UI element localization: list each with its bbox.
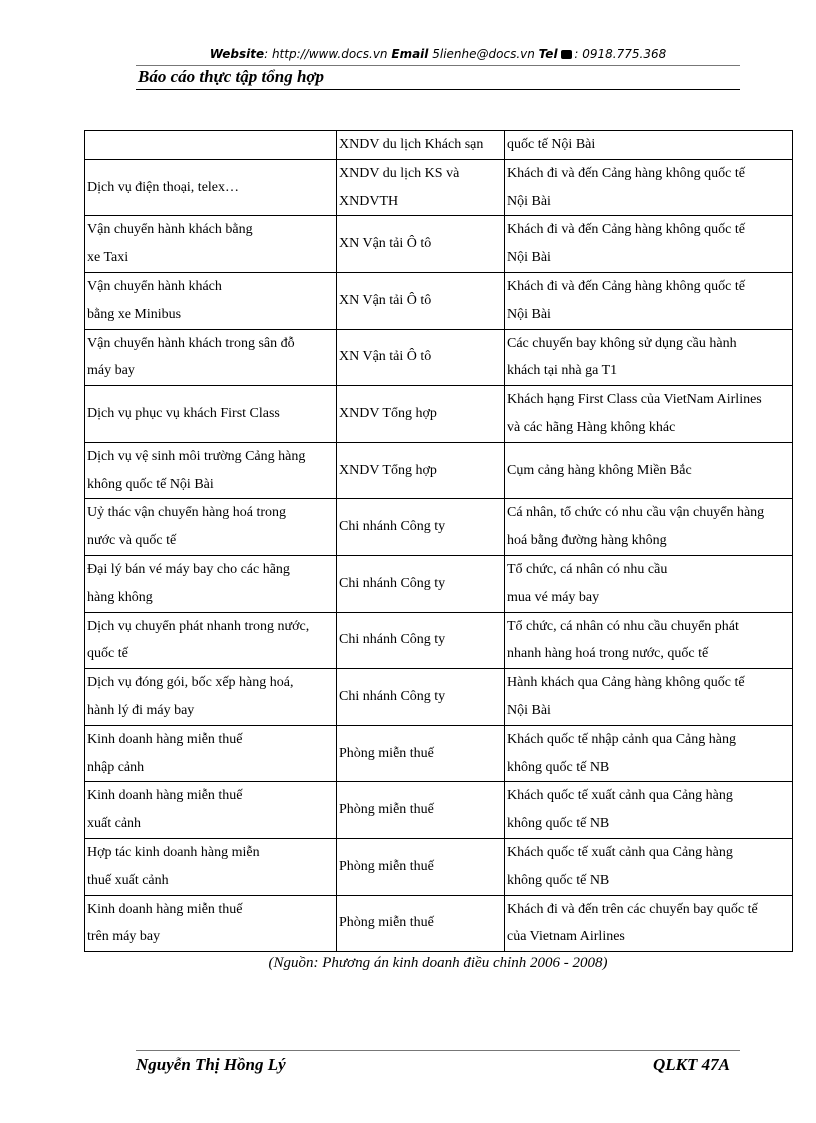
cell-line: trên máy bay	[87, 929, 161, 945]
author-name: Nguyễn Thị Hồng Lý	[136, 1055, 286, 1074]
unit-cell	[337, 499, 505, 556]
cell-line: hoá bằng đường hàng không	[507, 533, 667, 549]
cell-line: XN Vận tải Ô tô	[339, 236, 432, 252]
cell-line: XNDV du lịch Khách sạn	[339, 137, 484, 152]
cell-line: XNDV Tổng hợp	[339, 462, 437, 478]
cell-line: XN Vận tải Ô tô	[339, 349, 432, 365]
cell-line: Khách quốc tế xuất cảnh qua Cảng hàng	[507, 788, 733, 804]
unit-cell	[337, 159, 505, 216]
cell-line: Đại lý bán vé máy bay cho các hãng	[87, 561, 290, 577]
cell-line: XN Vận tải Ô tô	[339, 292, 432, 308]
cell-line: Kinh doanh hàng miễn thuế	[87, 788, 243, 804]
cell-line: Hành khách qua Cảng hàng không quốc tế	[507, 675, 745, 691]
cell-line: Chi nhánh Công ty	[339, 689, 446, 705]
customers-cell	[505, 131, 793, 160]
cell-line: không quốc tế NB	[507, 872, 610, 888]
unit-cell	[337, 725, 505, 782]
cell-line: Khách quốc tế nhập cảnh qua Cảng hàng	[507, 731, 736, 747]
unit-cell	[337, 442, 505, 499]
cell-line: Dịch vụ điện thoại, telex…	[87, 179, 240, 195]
service-cell	[85, 612, 337, 669]
service-cell	[85, 442, 337, 499]
class-code: QLKT 47A	[653, 1055, 730, 1074]
cell-line: hàng không	[87, 589, 153, 605]
cell-line: xuất cảnh	[87, 816, 142, 832]
cell-line: Khách đi và đến Cảng hàng không quốc tế	[507, 278, 745, 294]
cell-line: không quốc tế NB	[507, 816, 610, 832]
customers-cell	[505, 159, 793, 216]
cell-line: Tổ chức, cá nhân có nhu cầu	[507, 561, 668, 577]
cell-line: quốc tế	[87, 646, 128, 662]
table-row	[85, 329, 793, 386]
cell-line: máy bay	[87, 363, 135, 379]
email-label: Email	[391, 47, 429, 61]
cell-line: không quốc tế NB	[507, 759, 610, 775]
report-title: Báo cáo thực tập tổng hợp	[138, 67, 325, 86]
cell-line: Cá nhân, tổ chức có nhu cầu vận chuyển hàng	[507, 505, 765, 521]
table-row	[85, 612, 793, 669]
telephone-icon	[561, 50, 572, 59]
table-row	[85, 216, 793, 273]
cell-line: Dịch vụ vệ sinh môi trường Cảng hàng	[87, 448, 306, 464]
customers-cell	[505, 669, 793, 726]
cell-line: Dịch vụ phục vụ khách First Class	[87, 406, 280, 422]
cell-line: Tổ chức, cá nhân có nhu cầu chuyển phát	[507, 618, 739, 634]
cell-line: Phòng miễn thuế	[339, 915, 434, 931]
table-row	[85, 895, 793, 952]
cell-line: Nội Bài	[507, 702, 551, 718]
service-cell	[85, 499, 337, 556]
customers-cell	[505, 329, 793, 386]
cell-line: Vận chuyển hành khách	[87, 278, 222, 294]
cell-line: Hợp tác kinh doanh hàng miễn	[87, 844, 260, 860]
cell-line: Khách đi và đến Cảng hàng không quốc tế	[507, 222, 745, 238]
table-row	[85, 272, 793, 329]
email-address[interactable]: 5lienhe@docs.vn	[432, 47, 535, 61]
customers-cell	[505, 386, 793, 443]
unit-cell	[337, 216, 505, 273]
service-cell	[85, 159, 337, 216]
cell-line: quốc tế Nội Bài	[507, 137, 596, 152]
cell-line: bằng xe Minibus	[87, 306, 182, 322]
unit-cell	[337, 386, 505, 443]
unit-cell	[337, 272, 505, 329]
cell-line: Khách hạng First Class của VietNam Airlines	[507, 392, 762, 408]
table-row	[85, 159, 793, 216]
customers-cell	[505, 895, 793, 952]
unit-cell	[337, 669, 505, 726]
service-cell	[85, 725, 337, 782]
table-row	[85, 131, 793, 160]
cell-line: của Vietnam Airlines	[507, 929, 625, 945]
header-divider-top	[136, 65, 740, 66]
cell-line: Khách đi và đến trên các chuyến bay quốc tế	[507, 901, 758, 917]
cell-line: Phòng miễn thuế	[339, 802, 434, 818]
unit-cell	[337, 895, 505, 952]
customers-cell	[505, 442, 793, 499]
table-row	[85, 669, 793, 726]
customers-cell	[505, 272, 793, 329]
cell-line: nhập cảnh	[87, 759, 145, 775]
table-row	[85, 499, 793, 556]
cell-line: khách tại nhà ga T1	[507, 363, 618, 379]
header-divider-bottom	[136, 89, 740, 90]
unit-cell	[337, 782, 505, 839]
cell-line: Vận chuyển hành khách bằng	[87, 222, 253, 238]
table-row	[85, 386, 793, 443]
tel-label: Tel	[538, 47, 558, 61]
customers-cell	[505, 216, 793, 273]
footer-divider	[136, 1050, 740, 1051]
service-cell	[85, 895, 337, 952]
cell-line: Dịch vụ đóng gói, bốc xếp hàng hoá,	[87, 675, 294, 691]
cell-line: Phòng miễn thuế	[339, 745, 434, 761]
service-cell	[85, 782, 337, 839]
service-cell	[85, 555, 337, 612]
service-cell	[85, 131, 337, 160]
cell-line: và các hãng Hàng không khác	[507, 419, 676, 435]
cell-line: Chi nhánh Công ty	[339, 575, 446, 591]
cell-line: Chi nhánh Công ty	[339, 519, 446, 535]
customers-cell	[505, 838, 793, 895]
cell-line: nhanh hàng hoá trong nước, quốc tế	[507, 646, 709, 662]
cell-line: Kinh doanh hàng miễn thuế	[87, 731, 243, 747]
unit-cell	[337, 131, 505, 160]
table-row	[85, 782, 793, 839]
services-table-body	[85, 131, 793, 952]
cell-line: Các chuyến bay không sử dụng cầu hành	[507, 335, 737, 351]
source-note: (Nguồn: Phương án kinh doanh điều chỉnh 2006 - 2008)	[268, 955, 608, 971]
cell-line: không quốc tế Nội Bài	[87, 476, 214, 492]
cell-line: thuế xuất cảnh	[87, 872, 169, 888]
table-row	[85, 838, 793, 895]
cell-line: Khách quốc tế xuất cảnh qua Cảng hàng	[507, 844, 733, 860]
cell-line: Dịch vụ chuyển phát nhanh trong nước,	[87, 618, 310, 634]
cell-line: Nội Bài	[507, 193, 551, 209]
service-cell	[85, 386, 337, 443]
customers-cell	[505, 555, 793, 612]
cell-line: XNDV Tổng hợp	[339, 406, 437, 422]
customers-cell	[505, 725, 793, 782]
services-table	[84, 130, 793, 952]
table-row	[85, 725, 793, 782]
service-cell	[85, 216, 337, 273]
cell-line: Nội Bài	[507, 306, 551, 322]
service-cell	[85, 669, 337, 726]
table-row	[85, 555, 793, 612]
cell-line: Kinh doanh hàng miễn thuế	[87, 901, 243, 917]
cell-line: Nội Bài	[507, 250, 551, 266]
unit-cell	[337, 329, 505, 386]
unit-cell	[337, 838, 505, 895]
website-header	[136, 47, 740, 61]
service-cell	[85, 329, 337, 386]
cell-line: XNDV du lịch KS và	[339, 165, 460, 181]
cell-line: Khách đi và đến Cảng hàng không quốc tế	[507, 165, 745, 181]
cell-line: mua vé máy bay	[507, 589, 600, 605]
service-cell	[85, 838, 337, 895]
cell-line: Vận chuyển hành khách trong sân đỗ	[87, 335, 295, 351]
unit-cell	[337, 612, 505, 669]
cell-line: XNDVTH	[339, 193, 399, 209]
cell-line: Cụm cảng hàng không Miền Bắc	[507, 462, 692, 478]
customers-cell	[505, 782, 793, 839]
service-cell	[85, 272, 337, 329]
cell-line: Chi nhánh Công ty	[339, 632, 446, 648]
cell-line: nước và quốc tế	[87, 533, 177, 549]
unit-cell	[337, 555, 505, 612]
cell-line: hành lý đi máy bay	[87, 702, 195, 718]
table-row	[85, 442, 793, 499]
tel-number: : 0918.775.368	[574, 47, 667, 61]
cell-line: xe Taxi	[87, 250, 129, 266]
website-url[interactable]: : http://www.docs.vn	[264, 47, 388, 61]
customers-cell	[505, 612, 793, 669]
customers-cell	[505, 499, 793, 556]
cell-line: Uỷ thác vận chuyển hàng hoá trong	[87, 505, 287, 521]
cell-line: Phòng miễn thuế	[339, 858, 434, 874]
website-label: Website	[209, 47, 265, 61]
